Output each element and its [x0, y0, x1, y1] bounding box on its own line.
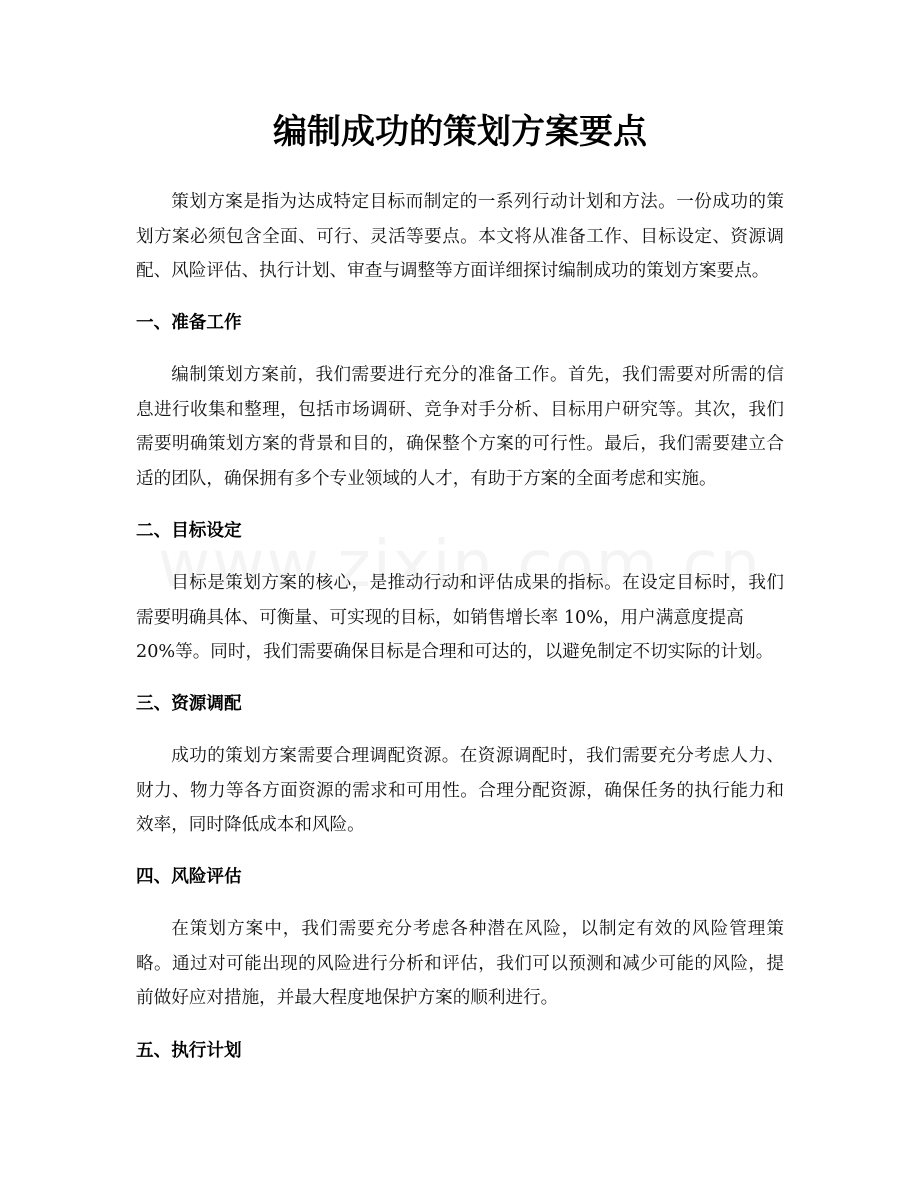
section-heading-resources: 三、资源调配 — [136, 694, 242, 714]
section-body-goals — [136, 566, 784, 670]
section-body-preparation: 编制策划方案前，我们需要进行充分的准备工作。首先，我们需要对所需的信息进行收集和整理，包括市场调研、竞争对手分析、目标用户研究等。其次，我们需要明确策划方案的背景和目的，确保整个方案的可行性。最后，我们需要建立合适的团队，确保拥有多个专业领域的人才，有助于方案的全面考虑和实施。 — [136, 365, 784, 489]
intro-paragraph: 策划方案是指为达成特定目标而制定的一系列行动计划和方法。一份成功的策划方案必须包含全面、可行、灵活等要点。本文将从准备工作、目标设定、资源调配、风险评估、执行计划、审查与调整等方面详细探讨编制成功的策划方案要点。 — [136, 192, 784, 281]
section-heading-goals: 二、目标设定 — [136, 521, 242, 541]
section-body-risk: 在策划方案中，我们需要充分考虑各种潜在风险，以制定有效的风险管理策略。通过对可能出现的风险进行分析和评估，我们可以预测和减少可能的风险，提前做好应对措施，并最大程度地保护方案的顺利进行。 — [136, 919, 784, 1008]
document-title: 编制成功的策划方案要点 — [273, 112, 647, 152]
section-heading-preparation: 一、准备工作 — [136, 313, 242, 333]
section-body-resources: 成功的策划方案需要合理调配资源。在资源调配时，我们需要充分考虑人力、财力、物力等各方面资源的需求和可用性。合理分配资源，确保任务的执行能力和效率，同时降低成本和风险。 — [136, 746, 784, 835]
section-body-goals-line2: 20%等。同时，我们需要确保目标是合理和可达的，以避免制定不切实际的计划。 — [136, 642, 774, 662]
section-heading-execution: 五、执行计划 — [136, 1041, 242, 1061]
section-body-goals-line1: 目标是策划方案的核心，是推动行动和评估成果的指标。在设定目标时，我们需要明确具体、可衡量、可实现的目标，如销售增长率 10%，用户满意度提高 — [136, 573, 784, 628]
section-heading-risk: 四、风险评估 — [136, 867, 242, 887]
